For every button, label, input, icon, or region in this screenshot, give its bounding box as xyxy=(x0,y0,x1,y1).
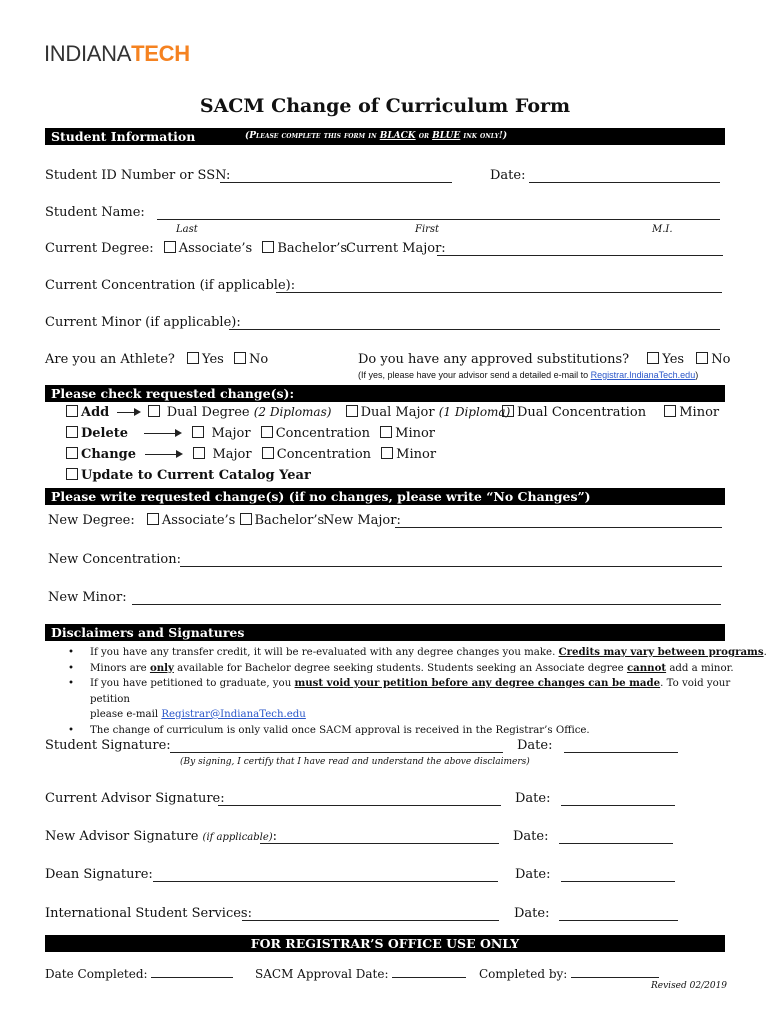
student-signature-field[interactable] xyxy=(170,738,503,757)
new-minor-field[interactable] xyxy=(132,590,721,609)
athlete-yes-checkbox[interactable] xyxy=(187,352,199,364)
substitutions-note: (If yes, please have your advisor send a detailed e-mail to Registrar.IndianaTech.edu) xyxy=(358,370,699,380)
new-advisor-note: (if applicable) xyxy=(202,832,273,843)
delete-checkbox[interactable] xyxy=(66,426,78,438)
subs-yes-checkbox[interactable] xyxy=(647,352,659,364)
current-concentration-label: Current Concentration (if applicable): xyxy=(45,278,296,293)
add-minor-label: Minor xyxy=(679,405,720,420)
dean-sig-label: Dean Signature: xyxy=(45,867,153,882)
add-checkbox[interactable] xyxy=(66,405,78,417)
add-minor-checkbox[interactable] xyxy=(664,405,676,417)
ink-note: (Please complete this form in BLACK or BLUE ink only!) xyxy=(245,131,508,141)
requested-changes-heading: Please check requested change(s): xyxy=(51,386,295,401)
update-catalog-checkbox[interactable] xyxy=(66,468,78,480)
athlete-no-checkbox[interactable] xyxy=(234,352,246,364)
student-info-bar xyxy=(45,128,725,145)
add-label: Add xyxy=(81,405,110,420)
disclaimers-bar xyxy=(45,624,725,641)
update-catalog-row xyxy=(66,468,311,483)
requested-changes-bar xyxy=(45,385,725,402)
change-minor-checkbox[interactable] xyxy=(381,447,393,459)
logo-tech: TECH xyxy=(131,41,190,66)
athlete-yes-label: Yes xyxy=(202,352,224,367)
subs-yes-label: Yes xyxy=(662,352,685,367)
change-minor-label: Minor xyxy=(396,447,437,462)
add-row xyxy=(66,405,510,420)
student-id-label: Student ID Number or SSN: xyxy=(45,168,231,183)
intl-services-label: International Student Services: xyxy=(45,906,252,921)
substitutions-row xyxy=(358,352,730,367)
disclaimer-item: • Minors are only available for Bachelor degree seeking students. Students seeking an Associate degree cannot add a minor. xyxy=(68,661,770,677)
certify-note: (By signing, I certify that I have read and understand the above disclaimers) xyxy=(180,757,530,767)
new-bachelors-checkbox[interactable] xyxy=(240,513,252,525)
current-minor-field[interactable] xyxy=(229,315,720,334)
new-advisor-sig-label: New Advisor Signature xyxy=(45,829,199,844)
intl-date-field[interactable] xyxy=(559,906,678,925)
bachelors-checkbox[interactable] xyxy=(262,241,274,253)
advisor-date-field[interactable] xyxy=(561,791,675,810)
dean-sig-field[interactable] xyxy=(153,867,498,886)
current-degree-row xyxy=(45,241,347,256)
dual-major-checkbox[interactable] xyxy=(346,405,358,417)
dual-degree-checkbox[interactable] xyxy=(148,405,160,417)
registrar-link[interactable]: Registrar.IndianaTech.edu xyxy=(590,370,696,380)
current-advisor-sig-field[interactable] xyxy=(218,791,501,810)
date-completed-row xyxy=(45,965,233,981)
subs-no-label: No xyxy=(711,352,731,367)
dual-concentration-checkbox[interactable] xyxy=(502,405,514,417)
indiana-tech-logo xyxy=(44,41,190,67)
change-major-checkbox[interactable] xyxy=(193,447,205,459)
delete-concentration-checkbox[interactable] xyxy=(261,426,273,438)
date-completed-label: Date Completed: xyxy=(45,967,148,981)
student-id-field[interactable] xyxy=(220,168,452,187)
new-associates-label: Associate’s xyxy=(161,513,236,528)
new-concentration-field[interactable] xyxy=(180,552,722,571)
sacm-approval-label: SACM Approval Date: xyxy=(255,967,389,981)
delete-minor-checkbox[interactable] xyxy=(380,426,392,438)
page-title: SACM Change of Curriculum Form xyxy=(199,95,571,117)
dual-degree-label: Dual Degree xyxy=(166,405,250,420)
update-catalog-label: Update to Current Catalog Year xyxy=(81,468,311,483)
associates-label: Associate’s xyxy=(178,241,253,256)
registrar-email-link[interactable]: Registrar@IndianaTech.edu xyxy=(161,709,306,720)
disclaimers-heading: Disclaimers and Signatures xyxy=(51,625,245,640)
new-concentration-label: New Concentration: xyxy=(48,552,181,567)
student-sig-date-field[interactable] xyxy=(564,738,678,757)
completed-by-label: Completed by: xyxy=(479,967,568,981)
change-label: Change xyxy=(81,447,137,462)
delete-row xyxy=(66,426,435,441)
write-changes-bar xyxy=(45,488,725,505)
athlete-row xyxy=(45,352,268,367)
arrow-right-icon xyxy=(144,433,180,434)
new-major-field[interactable] xyxy=(395,513,722,532)
new-degree-row xyxy=(48,513,324,528)
bachelors-label: Bachelor’s xyxy=(277,241,347,256)
current-concentration-field[interactable] xyxy=(276,278,722,297)
delete-major-label: Major xyxy=(211,426,251,441)
sacm-approval-field[interactable] xyxy=(392,965,466,978)
add-row-right xyxy=(502,405,719,420)
arrow-right-icon xyxy=(145,454,181,455)
date-field[interactable] xyxy=(529,168,720,187)
completed-by-field[interactable] xyxy=(571,965,659,978)
new-degree-label: New Degree: xyxy=(48,513,135,528)
disclaimer-item: • If you have any transfer credit, it will be re-evaluated with any degree changes you make. Credits may vary between programs. xyxy=(68,645,770,661)
name-mi-caption: M.I. xyxy=(652,224,673,235)
change-concentration-label: Concentration xyxy=(276,447,372,462)
delete-major-checkbox[interactable] xyxy=(192,426,204,438)
student-sig-date-label: Date: xyxy=(517,738,553,753)
advisor-date-label: Date: xyxy=(515,791,551,806)
dean-date-label: Date: xyxy=(515,867,551,882)
disclaimer-item: • The change of curriculum is only valid once SACM approval is received in the Registrar’s Office. xyxy=(68,723,770,739)
dual-major-label: Dual Major xyxy=(360,405,435,420)
name-last-caption: Last xyxy=(176,224,198,235)
new-minor-label: New Minor: xyxy=(48,590,127,605)
student-info-heading: Student Information xyxy=(51,129,196,144)
new-advisor-date-label: Date: xyxy=(513,829,549,844)
dual-degree-note: (2 Diplomas) xyxy=(253,405,332,419)
date-label: Date: xyxy=(490,168,526,183)
change-concentration-checkbox[interactable] xyxy=(262,447,274,459)
change-checkbox[interactable] xyxy=(66,447,78,459)
dual-concentration-label: Dual Concentration xyxy=(517,405,647,420)
current-degree-label: Current Degree: xyxy=(45,241,154,256)
current-advisor-sig-label: Current Advisor Signature: xyxy=(45,791,225,806)
student-name-label: Student Name: xyxy=(45,205,145,220)
registrar-bar xyxy=(45,935,725,952)
dean-date-field[interactable] xyxy=(561,867,675,886)
sacm-approval-row xyxy=(255,965,466,981)
student-signature-label: Student Signature: xyxy=(45,738,171,753)
substitutions-label: Do you have any approved substitutions? xyxy=(358,352,630,367)
change-row xyxy=(66,447,436,462)
current-major-field[interactable] xyxy=(437,241,723,260)
disclaimer-item: • If you have petitioned to graduate, you must void your petition before any degree changes can be made. To void your petition please e-mail Registrar@IndianaTech.edu xyxy=(68,676,770,723)
athlete-label: Are you an Athlete? xyxy=(45,352,175,367)
associates-checkbox[interactable] xyxy=(164,241,176,253)
name-first-caption: First xyxy=(415,224,440,235)
new-advisor-sig-row: New Advisor Signature (if applicable): xyxy=(45,829,278,844)
new-advisor-sig-field[interactable] xyxy=(260,829,499,848)
disclaimers-list xyxy=(68,645,770,738)
athlete-no-label: No xyxy=(248,352,269,367)
new-advisor-date-field[interactable] xyxy=(559,829,673,848)
current-major-label: Current Major: xyxy=(346,241,446,256)
intl-services-field[interactable] xyxy=(242,906,499,925)
new-major-label: New Major: xyxy=(323,513,401,528)
revised-note: Revised 02/2019 xyxy=(651,981,728,991)
delete-concentration-label: Concentration xyxy=(275,426,370,441)
current-minor-label: Current Minor (if applicable): xyxy=(45,315,241,330)
arrow-right-icon xyxy=(117,412,139,413)
dual-major-note: (1 Diploma) xyxy=(438,405,511,419)
new-associates-checkbox[interactable] xyxy=(147,513,159,525)
delete-label: Delete xyxy=(81,426,129,441)
new-bachelors-label: Bachelor’s xyxy=(254,513,325,528)
student-name-field[interactable] xyxy=(157,205,720,224)
completed-by-row xyxy=(479,965,659,981)
subs-no-checkbox[interactable] xyxy=(696,352,708,364)
delete-minor-label: Minor xyxy=(395,426,436,441)
date-completed-field[interactable] xyxy=(151,965,233,978)
change-major-label: Major xyxy=(212,447,252,462)
write-changes-heading: Please write requested change(s) (if no changes, please write “No Changes”) xyxy=(51,489,591,504)
logo-indiana: INDIANA xyxy=(44,41,132,66)
registrar-heading: FOR REGISTRAR’S OFFICE USE ONLY xyxy=(250,936,520,951)
intl-date-label: Date: xyxy=(514,906,550,921)
